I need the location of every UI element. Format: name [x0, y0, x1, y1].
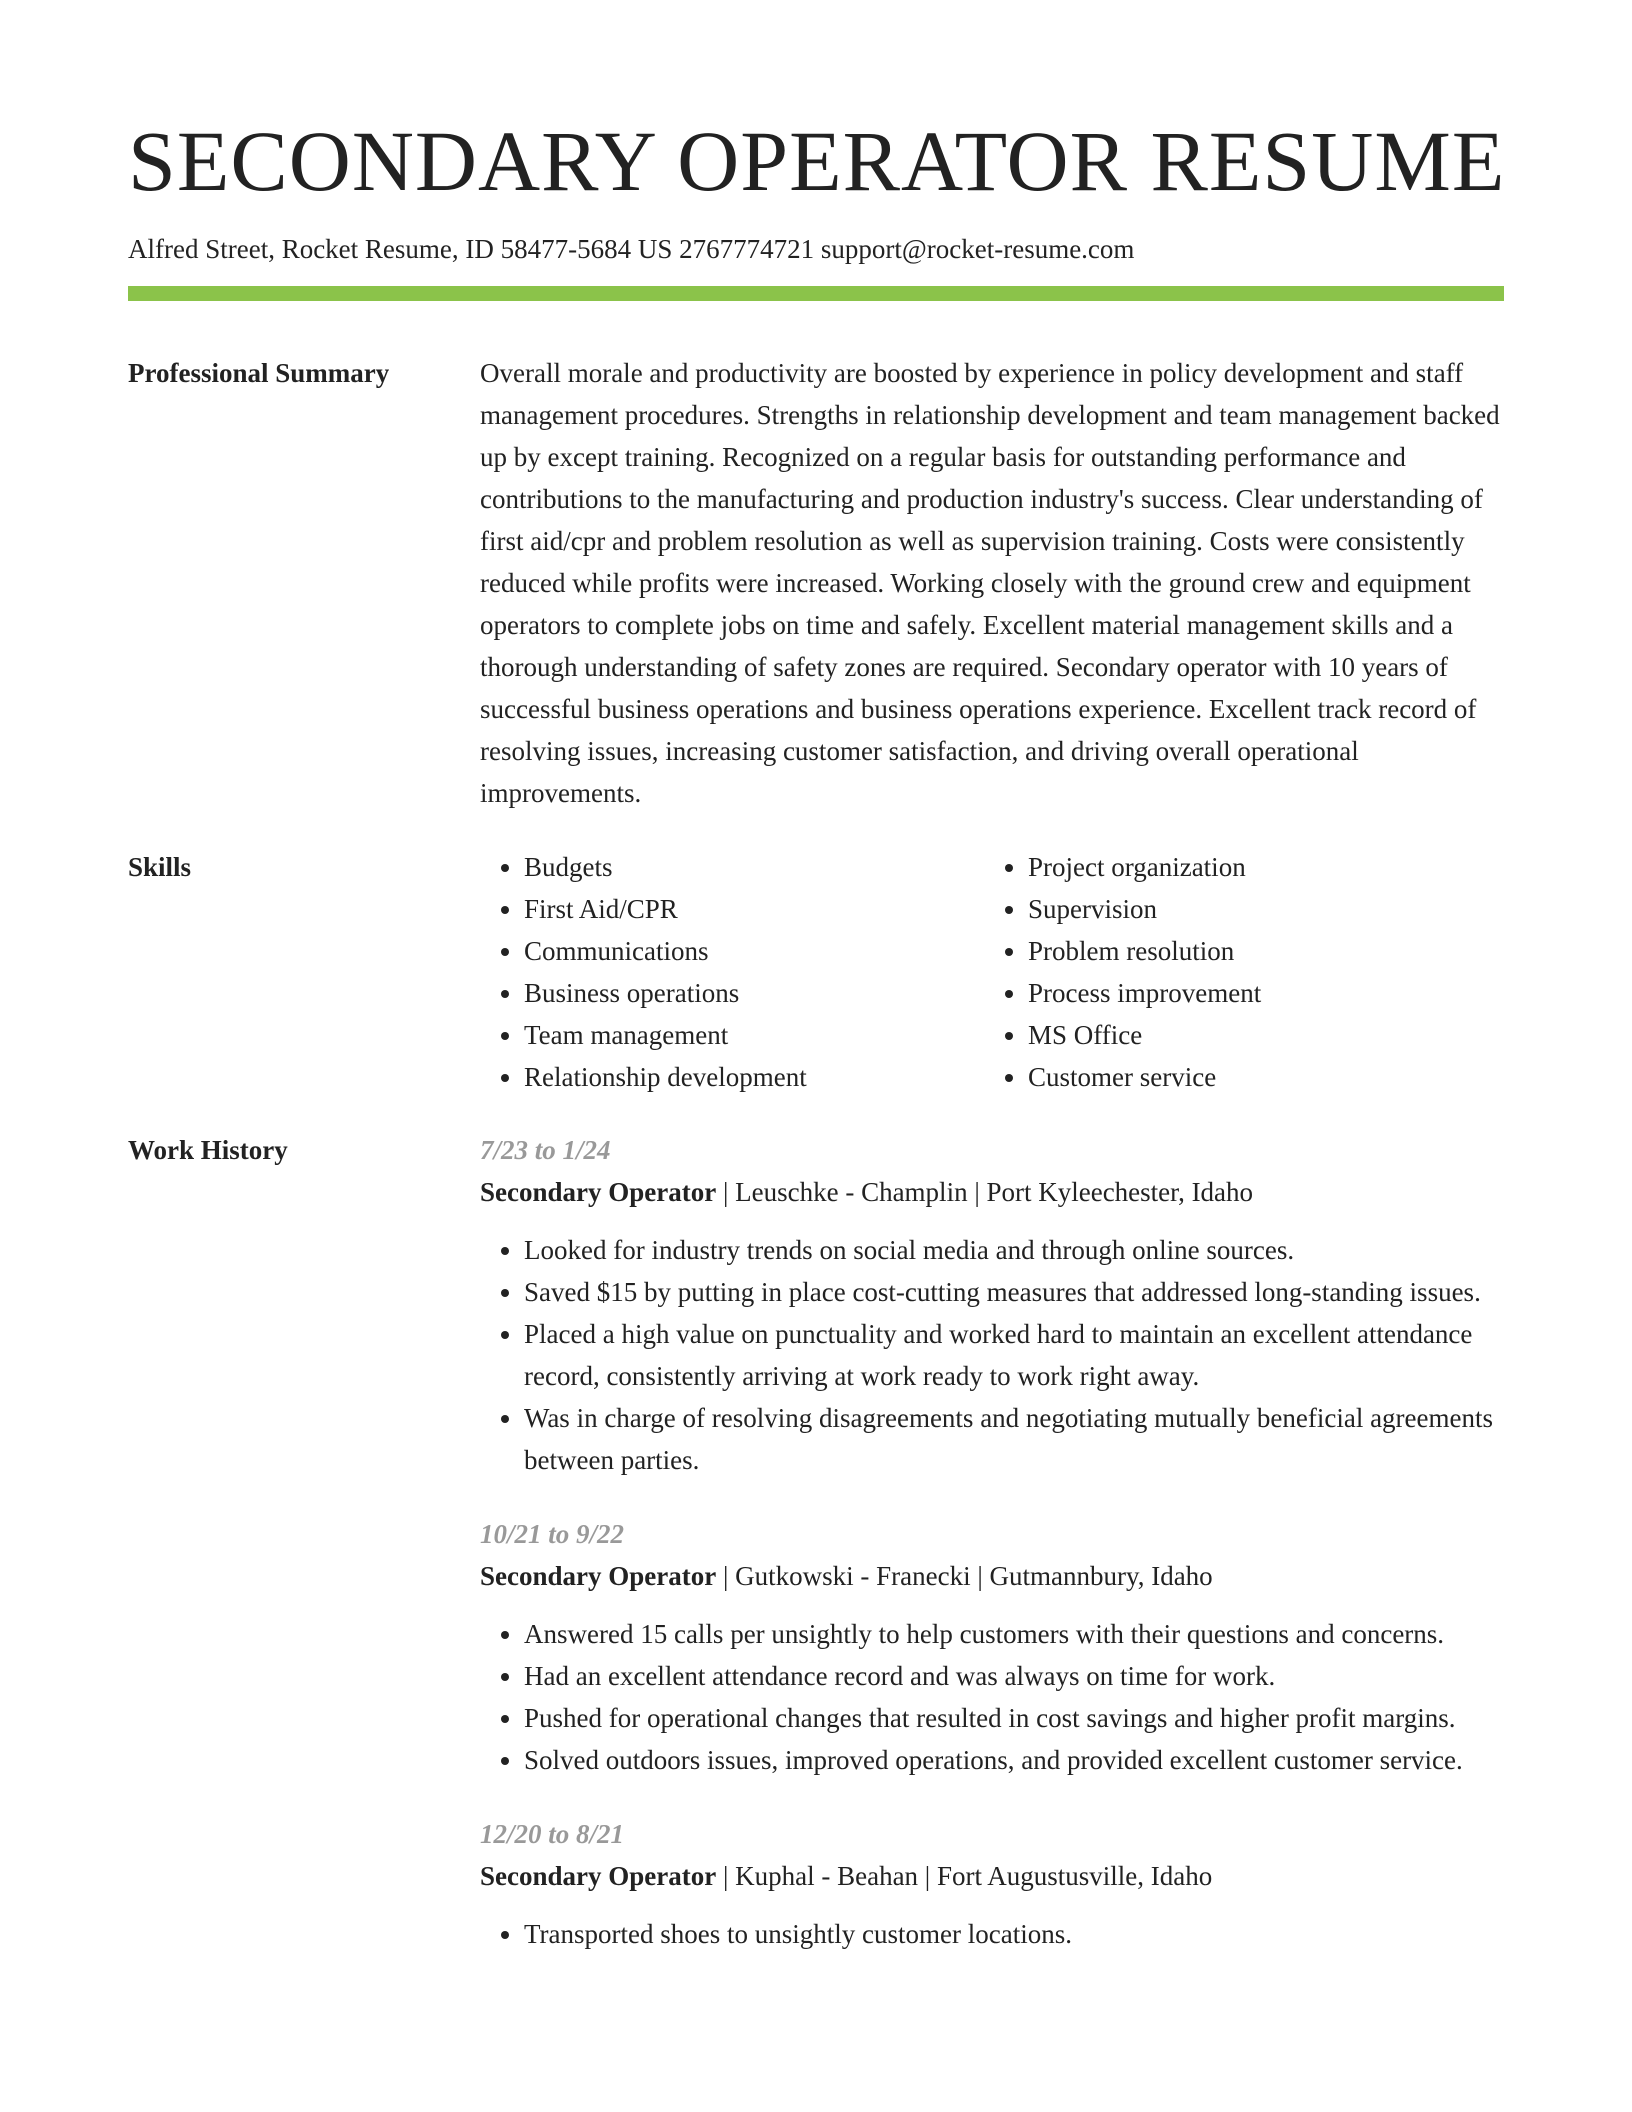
skill-item: • Budgets — [524, 846, 984, 888]
job-entry — [480, 1813, 1504, 1955]
job-entry — [480, 1129, 1504, 1481]
job-bullet: • Was in charge of resolving disagreements and negotiating mutually beneficial agreements between parties. — [524, 1397, 1504, 1481]
section-label-skills: Skills — [128, 852, 192, 882]
skill-item: • Project organization — [1028, 846, 1488, 888]
job-heading — [480, 1855, 1504, 1897]
skills-column-left — [480, 846, 984, 1098]
job-heading — [480, 1171, 1504, 1213]
job-bullets — [480, 1613, 1504, 1781]
job-entry — [480, 1513, 1504, 1781]
work-history-body — [480, 1129, 1504, 1987]
job-title: Secondary Operator — [480, 1561, 717, 1591]
header-divider — [128, 286, 1504, 301]
job-details: | Kuphal - Beahan | Fort Augustusville, Idaho — [716, 1861, 1213, 1891]
skill-item: • Relationship development — [524, 1056, 984, 1098]
job-bullet: • Answered 15 calls per unsightly to help customers with their questions and concerns. — [524, 1613, 1504, 1655]
skill-item: • Supervision — [1028, 888, 1488, 930]
job-heading — [480, 1555, 1504, 1597]
section-label-work-history: Work History — [128, 1135, 288, 1165]
summary-text: Overall morale and productivity are boosted by experience in policy development and staff management procedures. Strengths in relationship development and team management backed up by except training. Recognized on a regular basis for outstanding performance and contributions to the manufacturing and production industry's success. Clear understanding of first aid/cpr and problem resolution as well as supervision training. Costs were consistently reduced while profits were increased. Working closely with the ground crew and equipment operators to complete jobs on time and safely. Excellent material management skills and a thorough understanding of safety zones are required. Secondary operator with 10 years of successful business operations and business operations experience. Excellent track record of resolving issues, increasing customer satisfaction, and driving overall operational improvements. — [480, 358, 1500, 808]
skill-item: • Problem resolution — [1028, 930, 1488, 972]
skill-item: • Communications — [524, 930, 984, 972]
skills-column-right — [984, 846, 1488, 1098]
skill-item: • Team management — [524, 1014, 984, 1056]
job-bullets — [480, 1913, 1504, 1955]
skill-item: • First Aid/CPR — [524, 888, 984, 930]
job-title: Secondary Operator — [480, 1861, 717, 1891]
resume-title: SECONDARY OPERATOR RESUME — [128, 113, 1506, 209]
job-dates: 7/23 to 1/24 — [480, 1135, 611, 1165]
job-bullet: • Saved $15 by putting in place cost-cutting measures that addressed long-standing issues. — [524, 1271, 1504, 1313]
job-title: Secondary Operator — [480, 1177, 717, 1207]
skills-body — [480, 846, 1504, 1098]
job-bullets — [480, 1229, 1504, 1481]
skill-item: • Process improvement — [1028, 972, 1488, 1014]
skill-item: • MS Office — [1028, 1014, 1488, 1056]
job-dates: 12/20 to 8/21 — [480, 1819, 625, 1849]
skills-grid — [480, 846, 1504, 1098]
contact-line: Alfred Street, Rocket Resume, ID 58477-5684 US 2767774721 support@rocket-resume.com — [128, 234, 1135, 264]
skill-item: • Business operations — [524, 972, 984, 1014]
job-bullet: • Pushed for operational changes that resulted in cost savings and higher profit margins. — [524, 1697, 1504, 1739]
job-bullet: • Solved outdoors issues, improved operations, and provided excellent customer service. — [524, 1739, 1504, 1781]
job-details: | Leuschke - Champlin | Port Kyleechester, Idaho — [716, 1177, 1254, 1207]
skill-item: • Customer service — [1028, 1056, 1488, 1098]
summary-body — [480, 352, 1504, 814]
job-dates: 10/21 to 9/22 — [480, 1519, 625, 1549]
job-bullet: • Transported shoes to unsightly customer locations. — [524, 1913, 1504, 1955]
job-bullet: • Looked for industry trends on social media and through online sources. — [524, 1229, 1504, 1271]
job-details: | Gutkowski - Franecki | Gutmannbury, Idaho — [716, 1561, 1213, 1591]
job-bullet: • Placed a high value on punctuality and worked hard to maintain an excellent attendance record, consistently arriving at work ready to work right away. — [524, 1313, 1504, 1397]
job-bullet: • Had an excellent attendance record and was always on time for work. — [524, 1655, 1504, 1697]
section-label-summary: Professional Summary — [128, 358, 390, 388]
